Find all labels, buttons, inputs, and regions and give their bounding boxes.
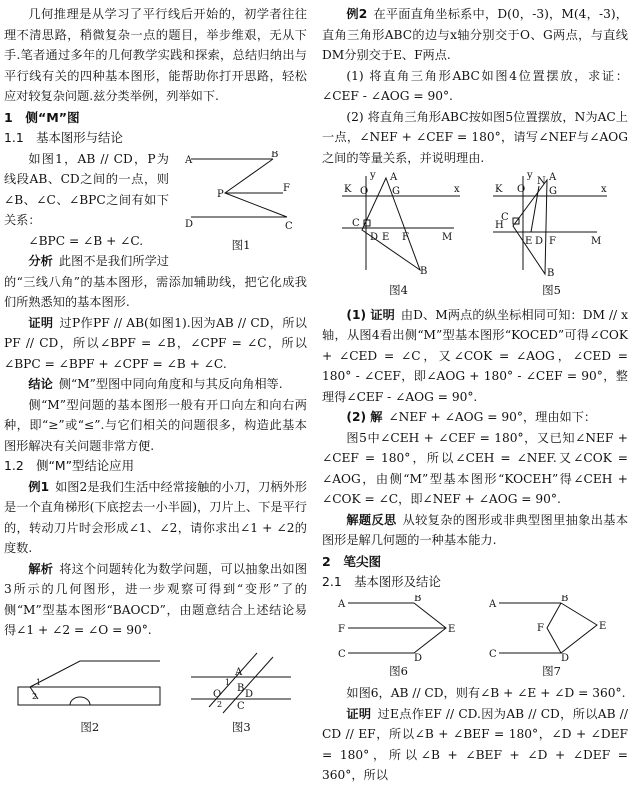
figures-4-5-row [322,170,628,301]
solution-paragraph [4,559,307,641]
figure-5-caption: 图5 [542,283,561,297]
svg-text:B: B [419,266,427,277]
figure-2-caption: 图2 [80,719,100,734]
figures-2-3-row [4,647,307,738]
svg-text:y: y [526,170,533,181]
intro-paragraph: 几何推理是从学习了平行线后开始的，初学者往往理不清思路，稍微复杂一点的题目，举步维艰，无从下手.笔者通过多年的几何教学实践和探索，总结归纳出与平行线有关的四种基本图形，能帮助你打开思路，轻松应对较复杂问题.兹分类举例，列举如下. [4,7,307,103]
svg-text:C: C [237,700,245,712]
svg-text:x: x [600,184,607,195]
svg-text:M: M [441,232,452,243]
svg-text:F: F [536,622,544,634]
proof-2-paragraph [322,704,628,786]
svg-text:2: 2 [31,691,37,701]
svg-text:2: 2 [217,699,223,709]
proof-1-paragraph [322,305,628,408]
section-2-1-heading: 2.1 基本图形及结论 [322,574,441,589]
svg-text:F: F [548,236,556,247]
figure-7-drawing [487,595,617,661]
figure-6-caption: 图6 [389,663,408,678]
svg-text:C: C [285,220,293,232]
example-1-paragraph [4,477,307,559]
svg-text:H: H [494,220,504,231]
svg-text:x: x [453,184,460,195]
proof-text: 过P作PF // AB(如图1).因为AB // CD，所以PF // CD，所以∠BPF = ∠B，∠CPF = ∠C，所以∠BPC = ∠BPF + ∠CPF = ∠B + ∠C. [4,315,307,371]
section-2-heading: 2 笔尖图 [322,553,382,569]
svg-text:A: A [185,154,193,166]
figure-1-drawing [175,151,307,235]
proof-keyword: 证明 [28,315,54,330]
reflection-paragraph [322,510,628,551]
question-1: (1) 将直角三角形ABC如图4位置摆放，求证：∠CEF - ∠AOG = 90°. [322,68,628,103]
svg-text:F: F [401,232,409,243]
figure-6-statement: 如图6，AB // CD，则有∠B + ∠E + ∠D = 360°. [346,686,626,700]
svg-text:C: C [351,218,360,229]
svg-text:F: F [337,623,345,635]
solution-keyword: 解析 [28,561,54,576]
figure-7-caption: 图7 [542,663,561,678]
svg-text:E: E [524,236,532,247]
svg-text:O: O [516,184,525,195]
proof-paragraph [4,313,307,375]
svg-text:E: E [598,620,606,632]
proof-2-text: 过E点作EF // CD.因为AB // CD，所以AB // CD // EF，所以∠B + ∠BEF = 180°，∠D + ∠DEF = 180°，所以∠B + ∠BEF + ∠D + ∠DEF = 360°，所以 [322,706,628,782]
example-2-paragraph [322,4,628,66]
figure-2 [10,647,170,738]
example-2-text: 在平面直角坐标系中，D(0，-3)，M(4，-3)，直角三角形ABC的边与x轴分别交于O、G两点，与直线DM分别交于E、F两点. [322,7,628,62]
svg-text:y: y [369,170,376,181]
figure-1-statement: 如图1，AB // CD，P为线段AB、CD之间的一点，则∠B、∠C、∠BPC之间有如下关系： [4,151,169,227]
example-1-text: 如图2是我们生活中经常接触的小刀，刀柄外形是一个直角梯形(下底挖去一小半圆)，刀片上、下是平行的，转动刀片时会形成∠1、∠2，请你求出∠1 + ∠2的度数. [4,479,307,555]
solution-2-keyword: (2) 解 [346,410,383,424]
conclusion-text: 侧“M”型图中同向角度和与其反向角相等. [58,377,283,391]
svg-text:C: C [500,212,509,223]
svg-text:A: A [389,172,397,183]
svg-text:N: N [536,176,546,187]
example-1-keyword: 例1 [28,479,50,494]
svg-text:B: B [271,150,279,160]
svg-text:A: A [488,598,496,610]
solution-2-text: ∠NEF + ∠AOG = 90°，理由如下： [388,410,597,424]
reflection-text: 从较复杂的图形或非典型图里抽象出基本图形是解几何题的一种基本能力. [322,512,629,547]
svg-text:P: P [217,188,224,200]
svg-text:G: G [391,186,400,197]
figure-6 [334,595,464,682]
svg-text:B: B [560,594,568,604]
analysis-paragraph [4,251,307,313]
svg-text:D: D [185,218,194,230]
figure-4-caption: 图4 [389,283,408,297]
svg-text:D: D [534,236,543,247]
figure-5-drawing [487,170,617,280]
figure-2-drawing [10,647,170,717]
svg-text:C: C [488,648,497,660]
svg-text:D: D [245,688,254,700]
svg-text:B: B [237,682,245,694]
figure-5 [487,170,617,301]
svg-text:1: 1 [225,677,231,687]
figure-1-caption: 图1 [231,237,251,252]
svg-text:D: D [560,652,569,661]
proof-1-keyword: (1) 证明 [346,307,395,322]
question-2: (2) 将直角三角形ABC按如图5位置摆放，N为AC上一点，∠NEF + ∠CEF = 180°，请写∠NEF与∠AOG之间的等量关系，并说明理由. [322,109,628,165]
figure-3 [181,647,301,738]
svg-text:O: O [359,186,368,197]
svg-text:A: A [337,598,345,610]
right-column [322,4,628,786]
left-column [4,4,307,737]
svg-text:D: D [413,652,422,661]
svg-text:B: B [413,594,421,604]
figure-3-caption: 图3 [231,719,251,734]
reflection-keyword: 解题反思 [346,512,397,527]
figure-4 [334,170,464,301]
svg-text:C: C [337,648,346,660]
svg-text:1: 1 [35,677,41,687]
proof-2-keyword: 证明 [346,706,372,721]
solution-2-paragraph [322,407,628,428]
svg-text:K: K [343,184,351,195]
section-1-heading: 1 侧“M”图 [4,109,80,125]
svg-text:B: B [546,268,554,279]
svg-text:F: F [283,182,290,194]
svg-text:D: D [369,232,378,243]
figures-6-7-row [322,595,628,682]
figure-7 [487,595,617,682]
figure-1 [175,151,307,251]
svg-text:G: G [548,186,557,197]
svg-text:M: M [590,236,601,247]
section-1-2-heading: 1.2 侧“M”型结论应用 [4,458,134,473]
solution-text: 将这个问题转化为数学问题，可以抽象出如图3所示的几何图形，进一步观察可得到“变形”了的侧“M”型基本图形“BAOCD”，由题意结合上述结论易得∠1 + ∠2 = ∠O = 90°. [4,561,308,637]
svg-text:O: O [213,688,222,700]
figure-6-drawing [334,595,464,661]
example-2-keyword: 例2 [346,7,368,21]
conclusion-paragraph [4,374,307,395]
svg-text:A: A [548,172,556,183]
analysis-keyword: 分析 [28,254,53,268]
analysis-text: 此图不是我们所学过的“三线八角”的基本图形，需添加辅助线，把它化成我们所熟悉知的基本图形. [4,254,307,309]
conclusion-keyword: 结论 [28,377,53,391]
proof-1-text: 由D、M两点的纵坐标相同可知：DM // x轴，从图4看出侧“M”型基本图形“KOCED”可得∠COK + ∠CED = ∠C，又∠COK = ∠AOG，∠CED = 180° - ∠CEF，即∠AOG + 180° - ∠CEF = 90°，整理得∠CEF - ∠AOG = 90°. [322,307,628,404]
svg-text:E: E [381,232,389,243]
svg-text:E: E [447,623,455,635]
figure-3-drawing [181,647,301,717]
figure-1-equation: ∠BPC = ∠B + ∠C. [28,233,144,248]
svg-text:A: A [235,666,243,678]
section-1-1-heading: 1.1 基本图形与结论 [4,130,123,145]
solution-2-body: 图5中∠CEH + ∠CEF = 180°，又已知∠NEF + ∠CEF = 180°，所以∠CEH = ∠NEF.又∠COK = ∠AOG，由侧“M”型基本图形“KOCEH”得∠CEH + ∠COK = ∠C，即∠NEF + ∠AOG = 90°. [322,430,628,506]
svg-text:K: K [494,184,502,195]
m-shape-paragraph: 侧“M”型问题的基本图形一般有开口向左和向右两种，即“≥”或“≤”.与它们相关的问题很多，构造此基本图形解决有关问题非常方便. [4,397,307,453]
figure-4-drawing [334,170,464,280]
